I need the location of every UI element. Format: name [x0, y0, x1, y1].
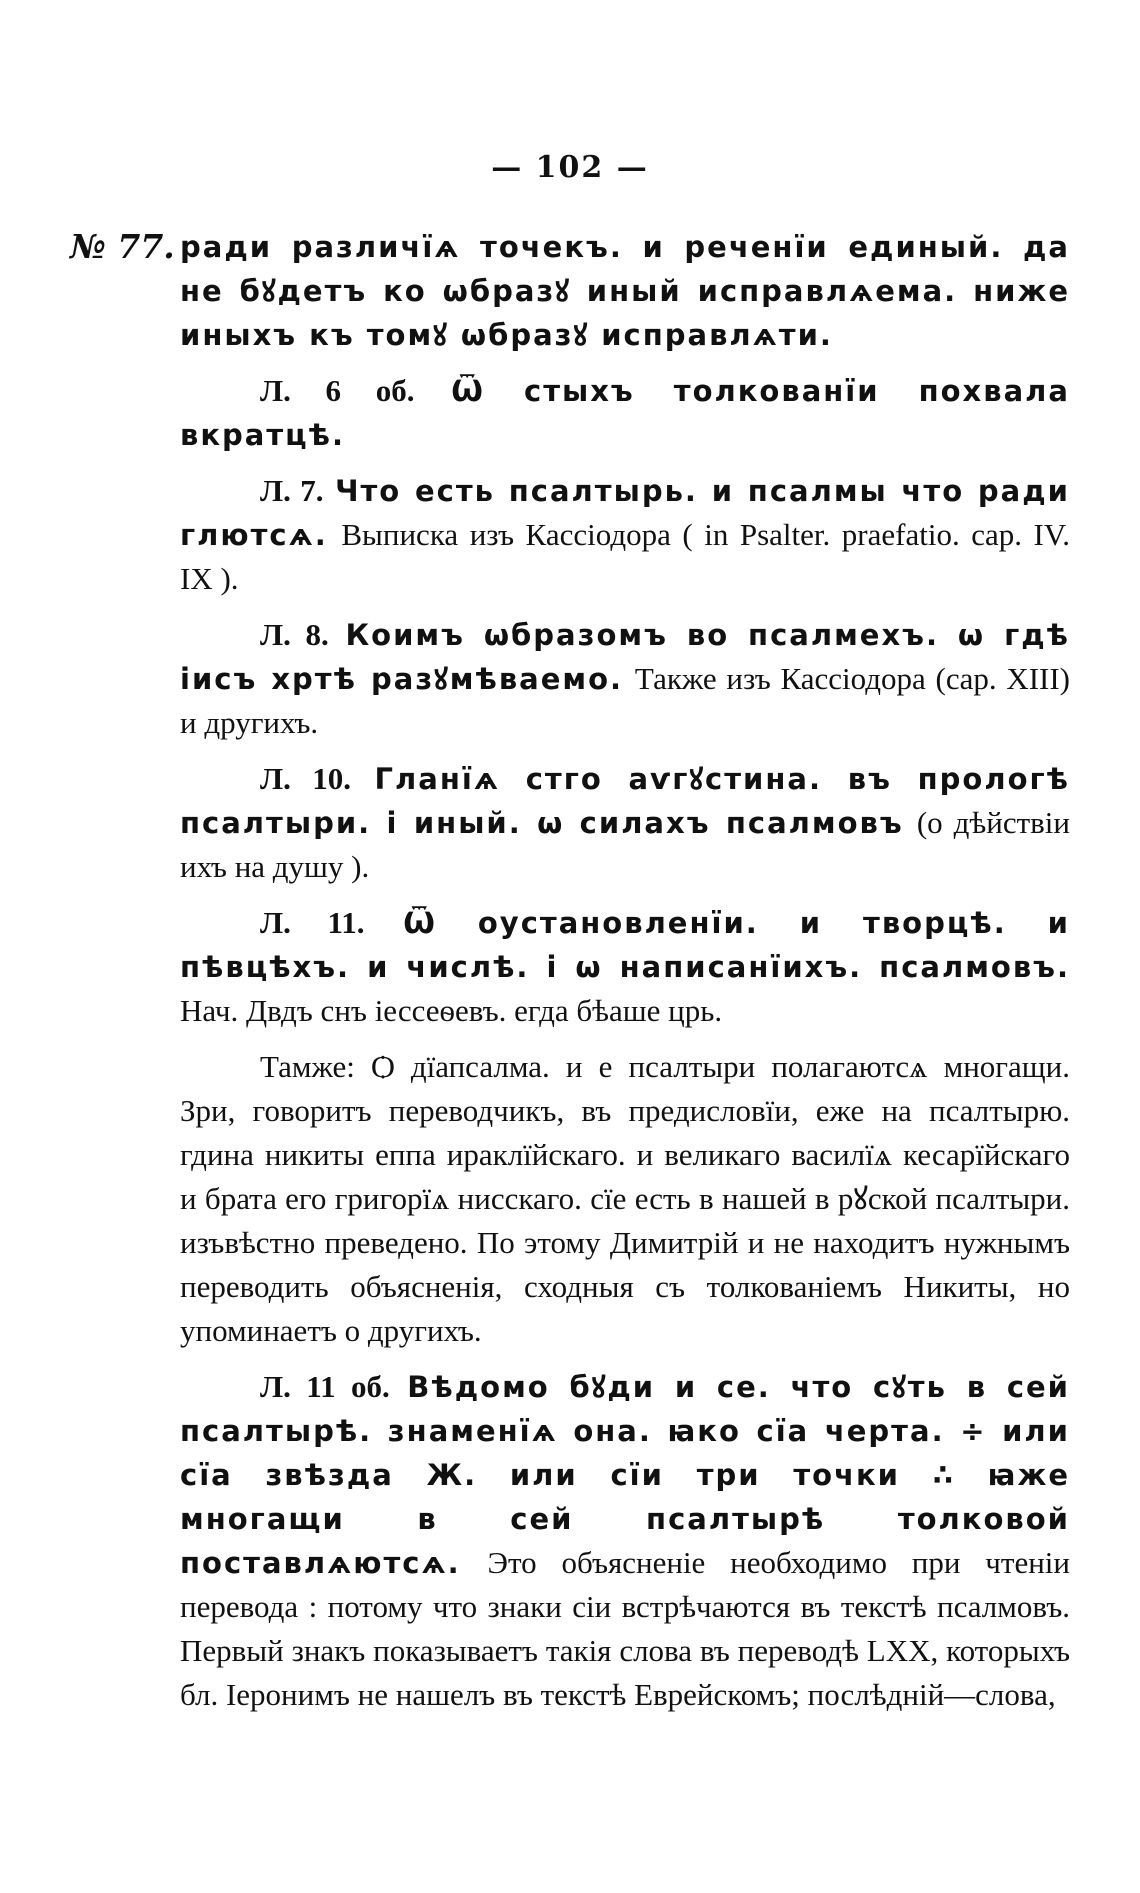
leaf-reference: Л. 7. [260, 473, 324, 508]
russian-text: Нач. Двдъ снъ іессеѳевъ. егда бѣаше црь. [180, 993, 723, 1028]
leaf-reference: Л. 10. [260, 761, 352, 796]
entry-number: № 77. [70, 227, 175, 266]
page-number: — 102 — [491, 150, 649, 185]
russian-text: Тамже: Ѻ дїапсалма. и е псалтыри полагаютсѧ многащи. Зри, говоритъ переводчикъ, въ предисловїи, еже на псалтырю. гдина никиты еппа ираклїйскаго. и великаго василїѧ кесарїйскаго и брата его григорїѧ нисскаго. сїе есть в нашей в рꙋской псалтыри. изъвѣстно преведено. По этому Димитрій и не находитъ нужнымъ переводить объясненія, сходныя съ толкованіемъ Никиты, но упоминаетъ о другихъ. [180, 1049, 1070, 1348]
paragraph-8 [180, 1365, 1070, 1717]
paragraph-1 [180, 225, 1070, 357]
paragraph-3 [180, 469, 1070, 601]
russian-text: Выписка изъ Кассіодора ( in Psalter. praefatio. cap. IV. IX ). [180, 517, 1070, 596]
slavonic-text: Ѿ оустановленїи. и творцѣ. и пѣвцѣхъ. и числѣ. і ѡ написанїихъ. псалмовъ. [180, 906, 1070, 984]
entry-77 [70, 225, 1070, 357]
paragraph-4 [180, 613, 1070, 745]
slavonic-text: Вѣдомо бꙋди и се. что сꙋть в сей псалтырѣ. знаменїѧ она. ꙗко сїа черта. ÷ или сїа звѣзда Ж. или сїи три точки ∴ ꙗже многащи в сей псалтырѣ толковой поставлѧютсѧ. [180, 1370, 1070, 1580]
slavonic-text: ради различїѧ точекъ. и реченїи единый. да не бꙋдетъ ко ѡбразꙋ иный исправлѧема. ниже иныхъ къ томꙋ ѡбразꙋ исправлѧти. [180, 230, 1070, 352]
leaf-reference: Л. 8. [260, 617, 329, 652]
russian-text: (о дѣйствіи ихъ на душу ). [180, 805, 1070, 884]
leaf-reference: Л. 11. [260, 905, 365, 940]
slavonic-text: Что есть псалтырь. и псалмы что ради глютсѧ. [180, 474, 1070, 552]
text-block [70, 225, 1071, 1729]
russian-text: Также изъ Кассіодора (cap. XIII) и другихъ. [180, 661, 1070, 740]
paragraph-6 [180, 901, 1070, 1033]
russian-text: Это объясненіе необходимо при чтеніи перевода : потому что знаки сіи встрѣчаются въ текстѣ псалмовъ. Первый знакъ показываетъ такія слова въ переводѣ LXX, которыхъ бл. Іеронимъ не нашелъ въ текстѣ Еврейскомъ; послѣдній—слова, [180, 1545, 1070, 1712]
slavonic-text: Коимъ ѡбразомъ во псалмехъ. ѡ гдѣ іисъ хртѣ разꙋмѣваемо. [180, 618, 1071, 696]
paragraph-2 [180, 369, 1070, 457]
paragraph-7 [180, 1045, 1070, 1353]
leaf-reference: Л. 6 об. [260, 373, 415, 408]
slavonic-text: Ѿ стыхъ толкованїи похвала вкратцѣ. [180, 374, 1070, 452]
slavonic-text: Гланїѧ стго аѵгꙋстина. въ прологѣ псалтыри. і иный. ѡ силахъ псалмовъ [180, 762, 1070, 840]
paragraph-5 [180, 757, 1070, 889]
leaf-reference: Л. 11 об. [260, 1369, 390, 1404]
